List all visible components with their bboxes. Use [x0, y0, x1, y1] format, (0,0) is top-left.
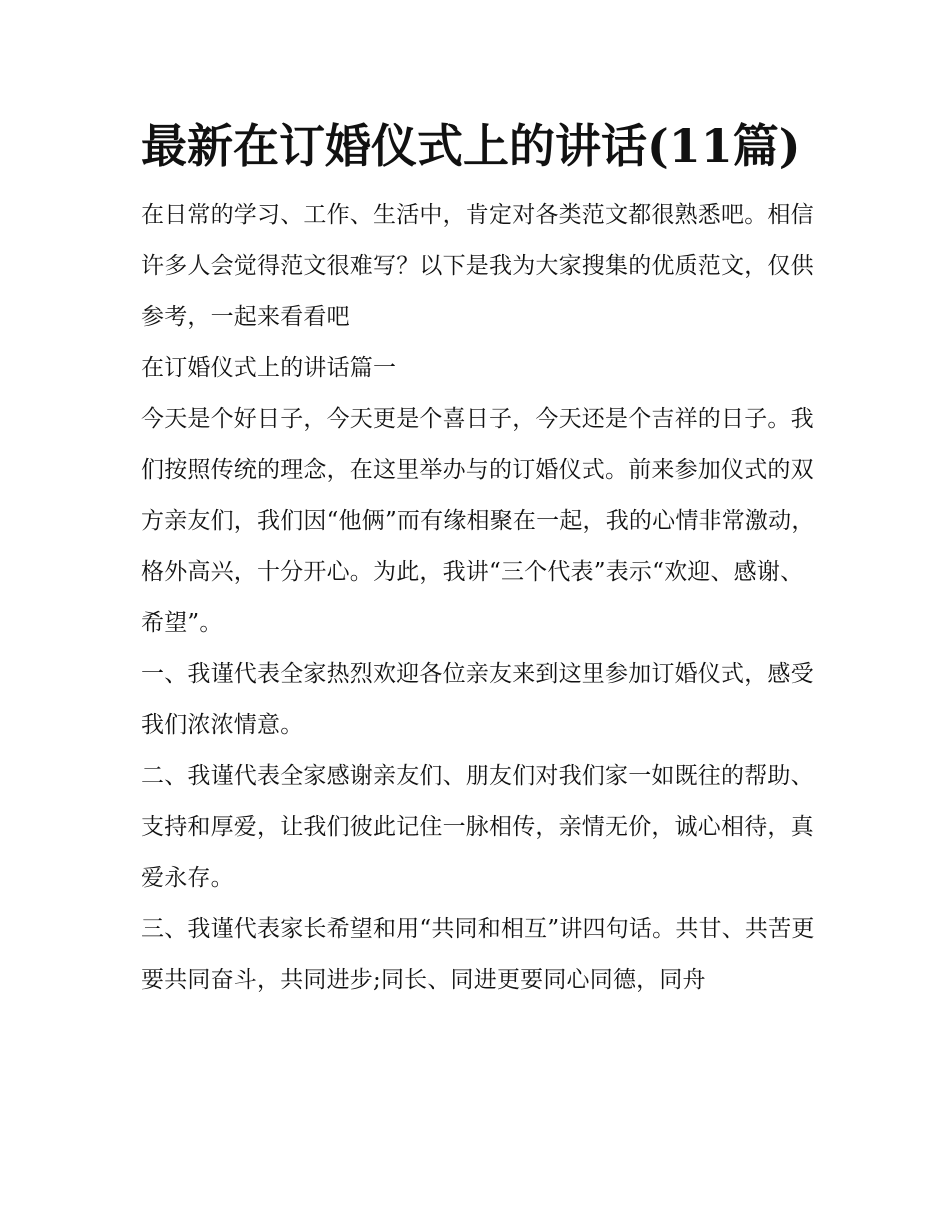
document-body — [141, 108, 821, 1006]
body-paragraph: 三、我谨代表家长希望和用“共同和相互”讲四句话。共甘、共苦更要共同奋斗，共同进步;同长、同进更要同心同德，同舟 — [141, 916, 815, 993]
body-paragraph: 二、我谨代表全家感谢亲友们、朋友们对我们家一如既往的帮助、支持和厚爱，让我们彼此记住一脉相传，亲情无价，诚心相待，真爱永存。 — [141, 763, 814, 891]
body-paragraph: 今天是个好日子，今天更是个喜日子，今天还是个吉祥的日子。我们按照传统的理念，在这里举办与的订婚仪式。前来参加仪式的双方亲友们，我们因“他俩”而有缘相聚在一起，我的心情非常激动，格外高兴，十分开心。为此，我讲“三个代表”表示“欢迎、感谢、希望”。 — [141, 406, 815, 636]
intro-paragraph: 在日常的学习、工作、生活中，肯定对各类范文都很熟悉吧。相信许多人会觉得范文很难写？以下是我为大家搜集的优质范文，仅供参考，一起来看看吧 — [141, 202, 814, 330]
document-title: 最新在订婚仪式上的讲话(11篇) — [141, 119, 801, 173]
body-paragraph: 一、我谨代表全家热烈欢迎各位亲友来到这里参加订婚仪式，感受我们浓浓情意。 — [141, 661, 814, 738]
section-heading: 在订婚仪式上的讲话篇一 — [141, 355, 397, 381]
